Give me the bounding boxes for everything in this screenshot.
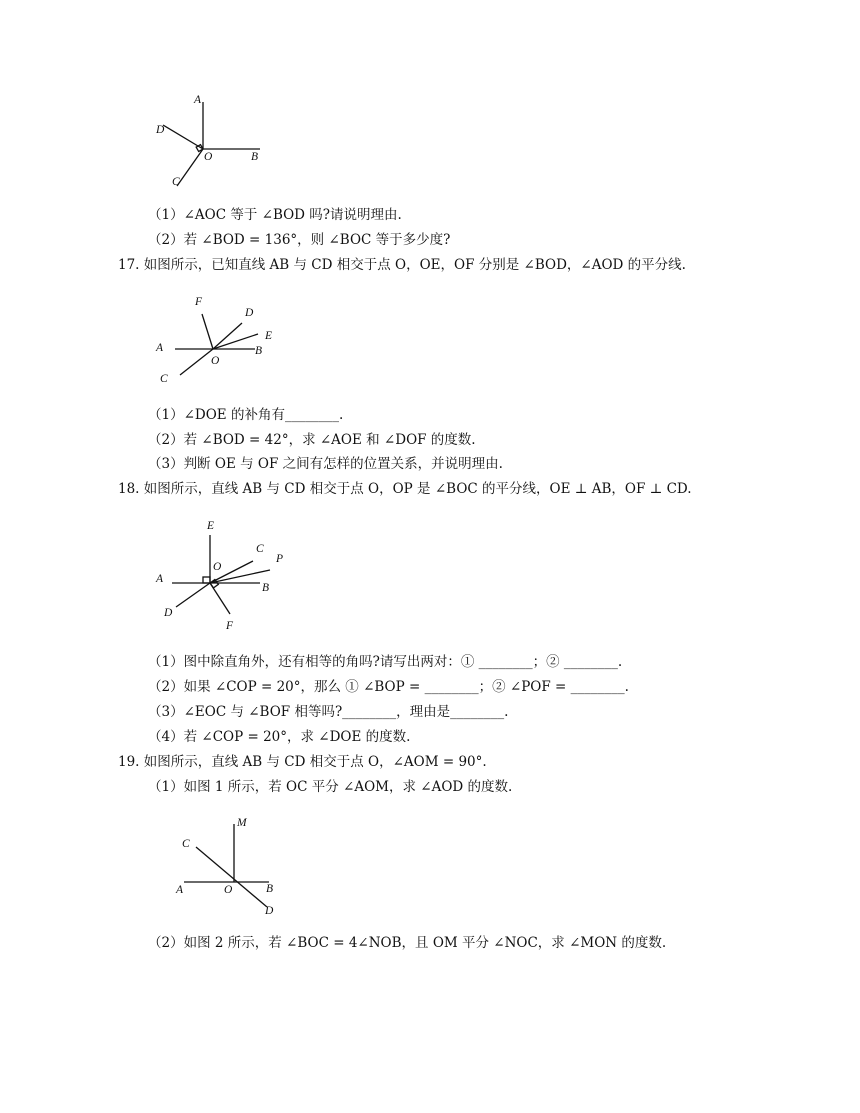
- q16-sub1: （1）∠AOC 等于 ∠BOD 吗?请说明理由.: [148, 207, 402, 223]
- label-D: D: [156, 124, 165, 136]
- q18-sub1: （1）图中除直角外，还有相等的角吗?请写出两对：① ________；② ________.: [148, 654, 623, 670]
- label-A: A: [176, 884, 184, 896]
- q18-sub4: （4）若 ∠COP = 20°，求 ∠DOE 的度数.: [148, 729, 411, 745]
- label-A: A: [156, 573, 164, 585]
- q19-sub2: （2）如图 2 所示，若 ∠BOC = 4∠NOB，且 OM 平分 ∠NOC，求 ∠MON 的度数.: [148, 935, 667, 951]
- figure-q18: [150, 515, 300, 635]
- q16-sub2: （2）若 ∠BOD = 136°，则 ∠BOC 等于多少度?: [148, 232, 451, 248]
- q19-sub1: （1）如图 1 所示，若 OC 平分 ∠AOM，求 ∠AOD 的度数.: [148, 779, 513, 795]
- q18-sub2: （2）如果 ∠COP = 20°，那么 ① ∠BOP = ________；② ∠POF = ________.: [148, 679, 629, 695]
- q19-stem: 19. 如图所示，直线 AB 与 CD 相交于点 O，∠AOM = 90°.: [118, 754, 487, 770]
- label-O: O: [213, 561, 222, 573]
- figure-q17: [150, 292, 290, 392]
- label-D: D: [265, 905, 274, 917]
- q17-sub2: （2）若 ∠BOD = 42°，求 ∠AOE 和 ∠DOF 的度数.: [148, 432, 476, 448]
- label-D: D: [245, 307, 254, 319]
- label-B: B: [255, 345, 263, 357]
- q17-stem: 17. 如图所示，已知直线 AB 与 CD 相交于点 O，OE，OF 分别是 ∠BOD，∠AOD 的平分线.: [118, 257, 686, 273]
- label-F: F: [195, 296, 203, 308]
- label-O: O: [224, 884, 233, 896]
- label-P: P: [276, 553, 284, 565]
- label-E: E: [265, 330, 273, 342]
- q17-sub3: （3）判断 OE 与 OF 之间有怎样的位置关系，并说明理由.: [148, 456, 503, 472]
- label-D: D: [164, 607, 173, 619]
- q18-stem: 18. 如图所示，直线 AB 与 CD 相交于点 O，OP 是 ∠BOC 的平分线，OE ⊥ AB，OF ⊥ CD.: [118, 481, 692, 497]
- figure-q19-1: [170, 812, 290, 922]
- label-C: C: [172, 176, 180, 188]
- label-F: F: [226, 620, 234, 632]
- label-B: B: [251, 151, 259, 163]
- label-C: C: [160, 373, 168, 385]
- label-C: C: [182, 838, 190, 850]
- label-A: A: [156, 342, 164, 354]
- label-B: B: [266, 883, 274, 895]
- label-M: M: [237, 817, 247, 829]
- label-O: O: [211, 355, 220, 367]
- label-O: O: [204, 151, 213, 163]
- q18-sub3: （3）∠EOC 与 ∠BOF 相等吗?________，理由是________.: [148, 704, 509, 720]
- figure-q16: [150, 92, 280, 192]
- label-E: E: [207, 520, 215, 532]
- label-A: A: [194, 94, 202, 106]
- q17-sub1: （1）∠DOE 的补角有________.: [148, 407, 344, 423]
- label-B: B: [262, 582, 270, 594]
- label-C: C: [256, 543, 264, 555]
